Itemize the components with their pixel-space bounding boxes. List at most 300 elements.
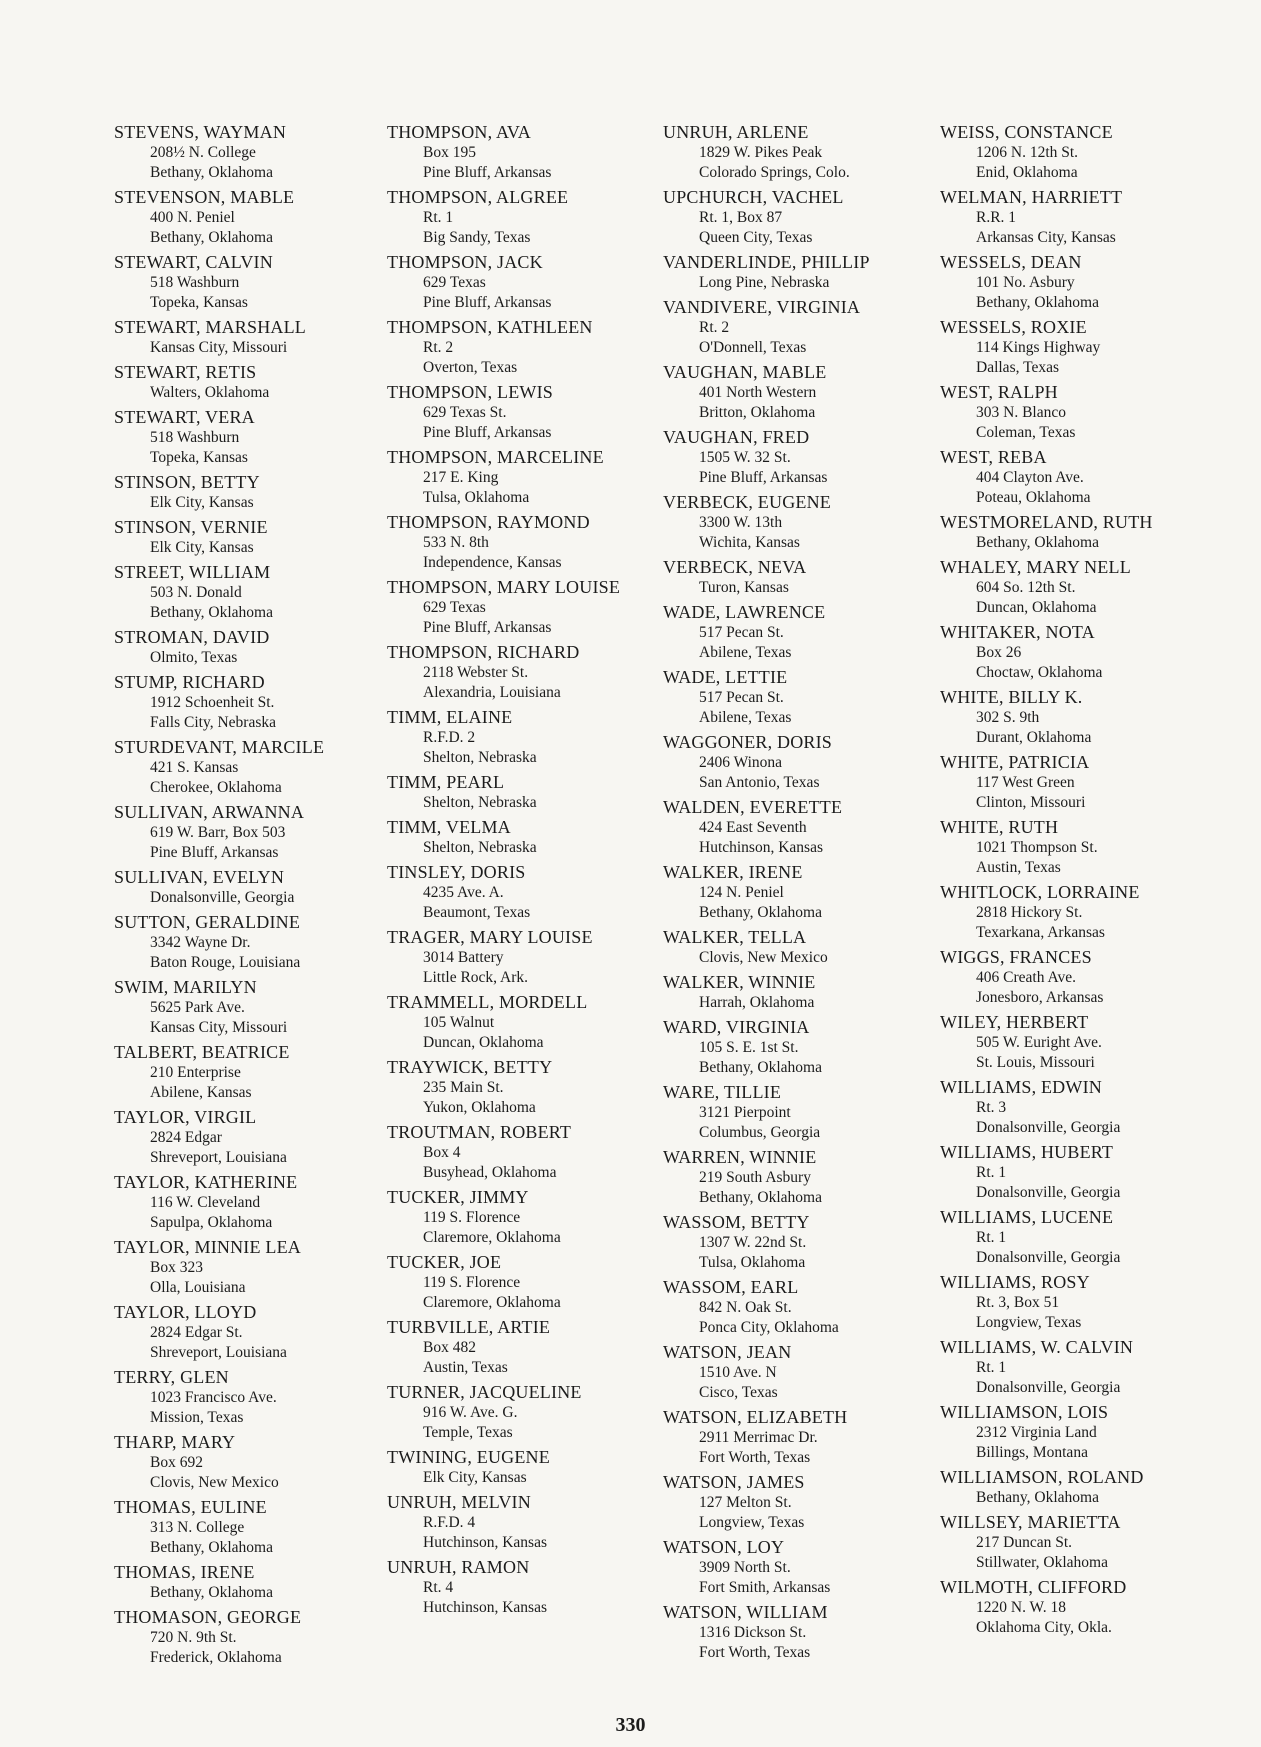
entry-address-line: Rt. 2	[699, 319, 730, 336]
entry-address-line: Kansas City, Missouri	[150, 1019, 288, 1036]
directory-entry	[387, 447, 657, 508]
entry-address-line: Bethany, Oklahoma	[699, 904, 822, 921]
directory-entry	[387, 862, 657, 923]
entry-address-line: Bethany, Oklahoma	[976, 294, 1099, 311]
directory-entry	[114, 1367, 384, 1428]
entry-address-line: 1023 Francisco Ave.	[150, 1389, 277, 1406]
entry-address-line: 127 Melton St.	[699, 1494, 792, 1511]
directory-entry	[940, 1577, 1210, 1638]
entry-name: STREET, WILLIAM	[114, 562, 271, 582]
entry-name: STINSON, VERNIE	[114, 517, 268, 537]
directory-entry	[663, 1017, 933, 1078]
entry-address-line: 4235 Ave. A.	[423, 884, 504, 901]
directory-entry	[387, 1122, 657, 1183]
entry-name: WALKER, IRENE	[663, 862, 803, 882]
directory-entry	[114, 627, 384, 668]
entry-name: TIMM, PEARL	[387, 772, 505, 792]
entry-address-line: Alexandria, Louisiana	[423, 684, 561, 701]
entry-address-line: 2818 Hickory St.	[976, 904, 1083, 921]
entry-address-line: Temple, Texas	[423, 1424, 513, 1441]
directory-entry	[940, 122, 1210, 183]
directory-entry	[663, 362, 933, 423]
entry-address-line: 219 South Asbury	[699, 1169, 811, 1186]
directory-entry	[114, 1607, 384, 1668]
entry-address-line: Jonesboro, Arkansas	[976, 989, 1104, 1006]
entry-address-line: Bethany, Oklahoma	[150, 1539, 273, 1556]
entry-name: THOMPSON, RICHARD	[387, 642, 580, 662]
entry-address-line: 217 E. King	[423, 469, 499, 486]
entry-address-line: Billings, Montana	[976, 1444, 1088, 1461]
directory-column-1	[114, 122, 384, 1672]
directory-entry	[663, 667, 933, 728]
entry-address-line: Abilene, Texas	[699, 709, 792, 726]
entry-address-line: 404 Clayton Ave.	[976, 469, 1084, 486]
entry-name: THOMAS, IRENE	[114, 1562, 255, 1582]
entry-name: UNRUH, MELVIN	[387, 1492, 531, 1512]
directory-entry	[663, 1602, 933, 1663]
entry-address-line: Pine Bluff, Arkansas	[423, 619, 552, 636]
entry-name: THOMPSON, LEWIS	[387, 382, 554, 402]
directory-entry	[940, 1337, 1210, 1398]
entry-name: TAYLOR, LLOYD	[114, 1302, 257, 1322]
entry-name: TALBERT, BEATRICE	[114, 1042, 290, 1062]
entry-name: THOMPSON, MARCELINE	[387, 447, 604, 467]
entry-address-line: Donalsonville, Georgia	[976, 1379, 1121, 1396]
entry-name: STINSON, BETTY	[114, 472, 260, 492]
entry-address-line: 105 S. E. 1st St.	[699, 1039, 799, 1056]
directory-entry	[663, 492, 933, 553]
entry-address-line: Tulsa, Oklahoma	[699, 1254, 806, 1271]
entry-name: TRAMMELL, MORDELL	[387, 992, 588, 1012]
entry-address-line: 119 S. Florence	[423, 1274, 521, 1291]
entry-address-line: Elk City, Kansas	[150, 539, 254, 556]
entry-address-line: 3014 Battery	[423, 949, 504, 966]
entry-name: WILLIAMSON, ROLAND	[940, 1467, 1144, 1487]
entry-address-line: Olmito, Texas	[150, 649, 238, 666]
entry-address-line: Longview, Texas	[699, 1514, 805, 1531]
directory-entry	[114, 977, 384, 1038]
entry-name: VAUGHAN, MABLE	[663, 362, 827, 382]
entry-address-line: Hutchinson, Kansas	[699, 839, 823, 856]
directory-entry	[663, 557, 933, 598]
directory-entry	[663, 732, 933, 793]
directory-entry	[940, 382, 1210, 443]
directory-entry	[114, 1172, 384, 1233]
entry-address-line: Oklahoma City, Okla.	[976, 1619, 1112, 1636]
entry-name: WHITE, PATRICIA	[940, 752, 1090, 772]
directory-entry	[387, 382, 657, 443]
entry-address-line: St. Louis, Missouri	[976, 1054, 1095, 1071]
entry-address-line: 517 Pecan St.	[699, 689, 784, 706]
entry-name: THOMPSON, ALGREE	[387, 187, 569, 207]
entry-address-line: 533 N. 8th	[423, 534, 489, 551]
directory-entry	[940, 1077, 1210, 1138]
entry-address-line: 124 N. Peniel	[699, 884, 784, 901]
entry-name: SWIM, MARILYN	[114, 977, 257, 997]
entry-address-line: Abilene, Kansas	[150, 1084, 252, 1101]
entry-address-line: Cherokee, Oklahoma	[150, 779, 282, 796]
entry-address-line: 629 Texas	[423, 274, 486, 291]
entry-name: UNRUH, RAMON	[387, 1557, 530, 1577]
entry-address-line: 217 Duncan St.	[976, 1534, 1073, 1551]
entry-address-line: Fort Worth, Texas	[699, 1644, 811, 1661]
entry-name: VANDIVERE, VIRGINIA	[663, 297, 861, 317]
entry-address-line: Olla, Louisiana	[150, 1279, 246, 1296]
directory-entry	[940, 1467, 1210, 1508]
entry-address-line: 3121 Pierpoint	[699, 1104, 791, 1121]
entry-address-line: Turon, Kansas	[699, 579, 789, 596]
entry-name: TINSLEY, DORIS	[387, 862, 526, 882]
directory-entry	[663, 797, 933, 858]
directory-entry	[663, 862, 933, 923]
directory-entry	[940, 447, 1210, 508]
entry-address-line: Bethany, Oklahoma	[150, 164, 273, 181]
entry-address-line: 114 Kings Highway	[976, 339, 1101, 356]
entry-address-line: Donalsonville, Georgia	[976, 1184, 1121, 1201]
entry-name: TIMM, VELMA	[387, 817, 511, 837]
entry-name: THOMASON, GEORGE	[114, 1607, 302, 1627]
entry-name: WADE, LAWRENCE	[663, 602, 826, 622]
entry-name: STEWART, RETIS	[114, 362, 257, 382]
entry-address-line: 1307 W. 22nd St.	[699, 1234, 807, 1251]
entry-name: WASSOM, BETTY	[663, 1212, 810, 1232]
entry-address-line: 3300 W. 13th	[699, 514, 783, 531]
entry-address-line: Shelton, Nebraska	[423, 794, 537, 811]
entry-name: WILLIAMS, HUBERT	[940, 1142, 1114, 1162]
entry-name: SULLIVAN, ARWANNA	[114, 802, 305, 822]
entry-address-line: Bethany, Oklahoma	[150, 1584, 273, 1601]
entry-name: WARREN, WINNIE	[663, 1147, 817, 1167]
entry-address-line: Bethany, Oklahoma	[150, 604, 273, 621]
directory-entry	[387, 187, 657, 248]
entry-name: VERBECK, NEVA	[663, 557, 807, 577]
entry-name: WHITAKER, NOTA	[940, 622, 1095, 642]
entry-address-line: 629 Texas	[423, 599, 486, 616]
directory-entry	[663, 972, 933, 1013]
entry-address-line: 505 W. Euright Ave.	[976, 1034, 1102, 1051]
entry-address-line: Baton Rouge, Louisiana	[150, 954, 301, 971]
entry-address-line: Rt. 1	[976, 1359, 1007, 1376]
directory-entry	[114, 187, 384, 248]
directory-entry	[940, 317, 1210, 378]
entry-name: STEVENS, WAYMAN	[114, 122, 287, 142]
directory-entry	[114, 1497, 384, 1558]
entry-address-line: Harrah, Oklahoma	[699, 994, 815, 1011]
directory-entry	[387, 122, 657, 183]
entry-name: TAYLOR, KATHERINE	[114, 1172, 298, 1192]
directory-entry	[387, 1492, 657, 1553]
entry-name: STURDEVANT, MARCILE	[114, 737, 325, 757]
entry-name: WILLIAMSON, LOIS	[940, 1402, 1109, 1422]
entry-name: THOMPSON, JACK	[387, 252, 543, 272]
entry-address-line: Long Pine, Nebraska	[699, 274, 830, 291]
directory-column-3	[663, 122, 933, 1667]
entry-address-line: 105 Walnut	[423, 1014, 495, 1031]
entry-address-line: Independence, Kansas	[423, 554, 562, 571]
directory-entry	[940, 752, 1210, 813]
entry-name: TRAGER, MARY LOUISE	[387, 927, 593, 947]
directory-entry	[663, 1082, 933, 1143]
directory-entry	[387, 772, 657, 813]
directory-column-4	[940, 122, 1210, 1642]
entry-address-line: Rt. 1, Box 87	[699, 209, 783, 226]
entry-address-line: Rt. 2	[423, 339, 454, 356]
entry-address-line: 2312 Virginia Land	[976, 1424, 1097, 1441]
directory-entry	[114, 252, 384, 313]
entry-address-line: Wichita, Kansas	[699, 534, 800, 551]
directory-entry	[387, 577, 657, 638]
entry-name: THOMPSON, AVA	[387, 122, 531, 142]
entry-address-line: 302 S. 9th	[976, 709, 1040, 726]
entry-name: SUTTON, GERALDINE	[114, 912, 301, 932]
entry-name: WELMAN, HARRIETT	[940, 187, 1123, 207]
entry-address-line: Claremore, Oklahoma	[423, 1229, 561, 1246]
entry-address-line: Kansas City, Missouri	[150, 339, 288, 356]
directory-entry	[387, 1317, 657, 1378]
directory-entry	[387, 642, 657, 703]
entry-name: WHITLOCK, LORRAINE	[940, 882, 1140, 902]
entry-name: WALKER, TELLA	[663, 927, 807, 947]
entry-address-line: R.F.D. 2	[423, 729, 476, 746]
entry-address-line: Bethany, Oklahoma	[150, 229, 273, 246]
directory-entry	[940, 512, 1210, 553]
directory-entry	[663, 927, 933, 968]
entry-address-line: Claremore, Oklahoma	[423, 1294, 561, 1311]
directory-entry	[663, 1147, 933, 1208]
entry-address-line: Longview, Texas	[976, 1314, 1082, 1331]
entry-name: WATSON, LOY	[663, 1537, 785, 1557]
entry-address-line: Topeka, Kansas	[150, 294, 248, 311]
entry-name: TAYLOR, MINNIE LEA	[114, 1237, 301, 1257]
entry-address-line: 916 W. Ave. G.	[423, 1404, 518, 1421]
entry-address-line: 5625 Park Ave.	[150, 999, 245, 1016]
entry-address-line: Yukon, Oklahoma	[423, 1099, 536, 1116]
entry-name: UNRUH, ARLENE	[663, 122, 809, 142]
directory-entry	[663, 602, 933, 663]
entry-address-line: Fort Smith, Arkansas	[699, 1579, 831, 1596]
entry-name: THOMPSON, MARY LOUISE	[387, 577, 621, 597]
entry-address-line: R.R. 1	[976, 209, 1017, 226]
entry-address-line: Shreveport, Louisiana	[150, 1344, 287, 1361]
entry-address-line: 3342 Wayne Dr.	[150, 934, 251, 951]
entry-name: WALKER, WINNIE	[663, 972, 816, 992]
entry-address-line: 101 No. Asbury	[976, 274, 1075, 291]
entry-address-line: Rt. 4	[423, 1579, 454, 1596]
entry-name: THARP, MARY	[114, 1432, 236, 1452]
directory-entry	[663, 187, 933, 248]
entry-name: SULLIVAN, EVELYN	[114, 867, 285, 887]
directory-entry	[387, 927, 657, 988]
entry-name: TRAYWICK, BETTY	[387, 1057, 553, 1077]
directory-entry	[114, 562, 384, 623]
entry-name: WILLIAMS, ROSY	[940, 1272, 1090, 1292]
entry-address-line: R.F.D. 4	[423, 1514, 476, 1531]
entry-address-line: Big Sandy, Texas	[423, 229, 531, 246]
directory-entry	[940, 817, 1210, 878]
entry-address-line: Bethany, Oklahoma	[699, 1059, 822, 1076]
entry-address-line: 400 N. Peniel	[150, 209, 235, 226]
entry-address-line: Box 692	[150, 1454, 203, 1471]
entry-address-line: San Antonio, Texas	[699, 774, 820, 791]
entry-name: WILLIAMS, W. CALVIN	[940, 1337, 1134, 1357]
entry-address-line: Clovis, New Mexico	[699, 949, 828, 966]
directory-entry	[940, 557, 1210, 618]
entry-name: STEWART, VERA	[114, 407, 255, 427]
entry-address-line: 2118 Webster St.	[423, 664, 529, 681]
directory-entry	[387, 1252, 657, 1313]
directory-entry	[387, 317, 657, 378]
entry-address-line: Clinton, Missouri	[976, 794, 1086, 811]
entry-address-line: 1220 N. W. 18	[976, 1599, 1066, 1616]
directory-entry	[387, 817, 657, 858]
entry-address-line: 303 N. Blanco	[976, 404, 1066, 421]
entry-address-line: Bethany, Oklahoma	[699, 1189, 822, 1206]
page-number: 330	[615, 1714, 646, 1736]
entry-name: THOMPSON, RAYMOND	[387, 512, 590, 532]
entry-address-line: 2911 Merrimac Dr.	[699, 1429, 818, 1446]
entry-address-line: 842 N. Oak St.	[699, 1299, 792, 1316]
entry-address-line: Dallas, Texas	[976, 359, 1059, 376]
entry-address-line: Walters, Oklahoma	[150, 384, 270, 401]
entry-address-line: 604 So. 12th St.	[976, 579, 1076, 596]
entry-address-line: Mission, Texas	[150, 1409, 244, 1426]
directory-entry	[663, 1212, 933, 1273]
entry-address-line: 517 Pecan St.	[699, 624, 784, 641]
directory-entry	[114, 1042, 384, 1103]
entry-address-line: Cisco, Texas	[699, 1384, 778, 1401]
entry-name: TURNER, JACQUELINE	[387, 1382, 582, 1402]
entry-name: THOMAS, EULINE	[114, 1497, 267, 1517]
entry-address-line: 116 W. Cleveland	[150, 1194, 261, 1211]
entry-address-line: 518 Washburn	[150, 274, 240, 291]
directory-entry	[387, 707, 657, 768]
directory-entry	[663, 1277, 933, 1338]
entry-name: WATSON, JAMES	[663, 1472, 805, 1492]
entry-name: STEWART, MARSHALL	[114, 317, 306, 337]
entry-address-line: Duncan, Oklahoma	[423, 1034, 544, 1051]
directory-entry	[114, 1432, 384, 1493]
directory-entry	[387, 1057, 657, 1118]
entry-name: TWINING, EUGENE	[387, 1447, 550, 1467]
directory-entry	[114, 407, 384, 468]
entry-name: WHALEY, MARY NELL	[940, 557, 1131, 577]
entry-name: STROMAN, DAVID	[114, 627, 270, 647]
entry-name: VAUGHAN, FRED	[663, 427, 810, 447]
directory-entry	[114, 472, 384, 513]
entry-address-line: 235 Main St.	[423, 1079, 504, 1096]
entry-address-line: Austin, Texas	[976, 859, 1061, 876]
entry-name: WILEY, HERBERT	[940, 1012, 1089, 1032]
entry-address-line: Durant, Oklahoma	[976, 729, 1092, 746]
entry-address-line: Box 482	[423, 1339, 476, 1356]
entry-address-line: Rt. 1	[976, 1229, 1007, 1246]
directory-entry	[940, 947, 1210, 1008]
directory-entry	[940, 1512, 1210, 1573]
entry-name: UPCHURCH, VACHEL	[663, 187, 844, 207]
directory-entry	[114, 912, 384, 973]
entry-address-line: Pine Bluff, Arkansas	[699, 469, 828, 486]
entry-name: WILLIAMS, EDWIN	[940, 1077, 1102, 1097]
entry-address-line: 518 Washburn	[150, 429, 240, 446]
directory-entry	[387, 252, 657, 313]
directory-entry	[663, 122, 933, 183]
entry-address-line: 401 North Western	[699, 384, 817, 401]
entry-address-line: 421 S. Kansas	[150, 759, 239, 776]
directory-entry	[114, 1302, 384, 1363]
entry-address-line: Sapulpa, Oklahoma	[150, 1214, 273, 1231]
entry-address-line: Elk City, Kansas	[150, 494, 254, 511]
entry-name: WARD, VIRGINIA	[663, 1017, 810, 1037]
entry-address-line: Rt. 3, Box 51	[976, 1294, 1060, 1311]
entry-address-line: 1505 W. 32 St.	[699, 449, 791, 466]
directory-entry	[114, 122, 384, 183]
entry-name: WATSON, WILLIAM	[663, 1602, 828, 1622]
entry-address-line: 1021 Thompson St.	[976, 839, 1098, 856]
entry-name: WEST, RALPH	[940, 382, 1058, 402]
directory-entry	[663, 252, 933, 293]
entry-address-line: Arkansas City, Kansas	[976, 229, 1116, 246]
directory-entry	[940, 1012, 1210, 1073]
directory-entry	[940, 882, 1210, 943]
entry-address-line: 629 Texas St.	[423, 404, 507, 421]
entry-address-line: 619 W. Barr, Box 503	[150, 824, 286, 841]
entry-name: WHITE, RUTH	[940, 817, 1059, 837]
directory-entry	[114, 672, 384, 733]
entry-address-line: 2406 Winona	[699, 754, 783, 771]
directory-entry	[940, 1142, 1210, 1203]
directory-entry	[387, 1557, 657, 1618]
entry-name: WEISS, CONSTANCE	[940, 122, 1113, 142]
entry-address-line: Choctaw, Oklahoma	[976, 664, 1103, 681]
entry-name: WALDEN, EVERETTE	[663, 797, 843, 817]
entry-address-line: Ponca City, Oklahoma	[699, 1319, 839, 1336]
entry-address-line: Pine Bluff, Arkansas	[423, 424, 552, 441]
entry-name: TUCKER, JOE	[387, 1252, 502, 1272]
entry-address-line: Pine Bluff, Arkansas	[423, 164, 552, 181]
entry-name: WIGGS, FRANCES	[940, 947, 1092, 967]
entry-name: WARE, TILLIE	[663, 1082, 782, 1102]
entry-address-line: Shelton, Nebraska	[423, 749, 537, 766]
entry-address-line: 208½ N. College	[150, 144, 256, 161]
entry-address-line: Pine Bluff, Arkansas	[150, 844, 279, 861]
entry-address-line: 406 Creath Ave.	[976, 969, 1077, 986]
entry-address-line: Box 323	[150, 1259, 203, 1276]
entry-address-line: Coleman, Texas	[976, 424, 1076, 441]
entry-name: THOMPSON, KATHLEEN	[387, 317, 593, 337]
entry-address-line: 3909 North St.	[699, 1559, 791, 1576]
entry-name: TROUTMAN, ROBERT	[387, 1122, 572, 1142]
entry-name: TIMM, ELAINE	[387, 707, 513, 727]
entry-address-line: 2824 Edgar St.	[150, 1324, 243, 1341]
directory-entry	[387, 1187, 657, 1248]
directory-entry	[940, 687, 1210, 748]
entry-address-line: Duncan, Oklahoma	[976, 599, 1097, 616]
entry-address-line: Shreveport, Louisiana	[150, 1149, 287, 1166]
entry-address-line: 424 East Seventh	[699, 819, 807, 836]
directory-entry	[114, 317, 384, 358]
directory-entry	[114, 737, 384, 798]
entry-name: STUMP, RICHARD	[114, 672, 265, 692]
entry-name: STEWART, CALVIN	[114, 252, 273, 272]
directory-entry	[387, 992, 657, 1053]
entry-address-line: Columbus, Georgia	[699, 1124, 821, 1141]
directory-entry	[387, 1447, 657, 1488]
entry-address-line: Little Rock, Ark.	[423, 969, 529, 986]
entry-address-line: Pine Bluff, Arkansas	[423, 294, 552, 311]
entry-address-line: Texarkana, Arkansas	[976, 924, 1105, 941]
entry-address-line: Box 4	[423, 1144, 461, 1161]
directory-entry	[114, 867, 384, 908]
